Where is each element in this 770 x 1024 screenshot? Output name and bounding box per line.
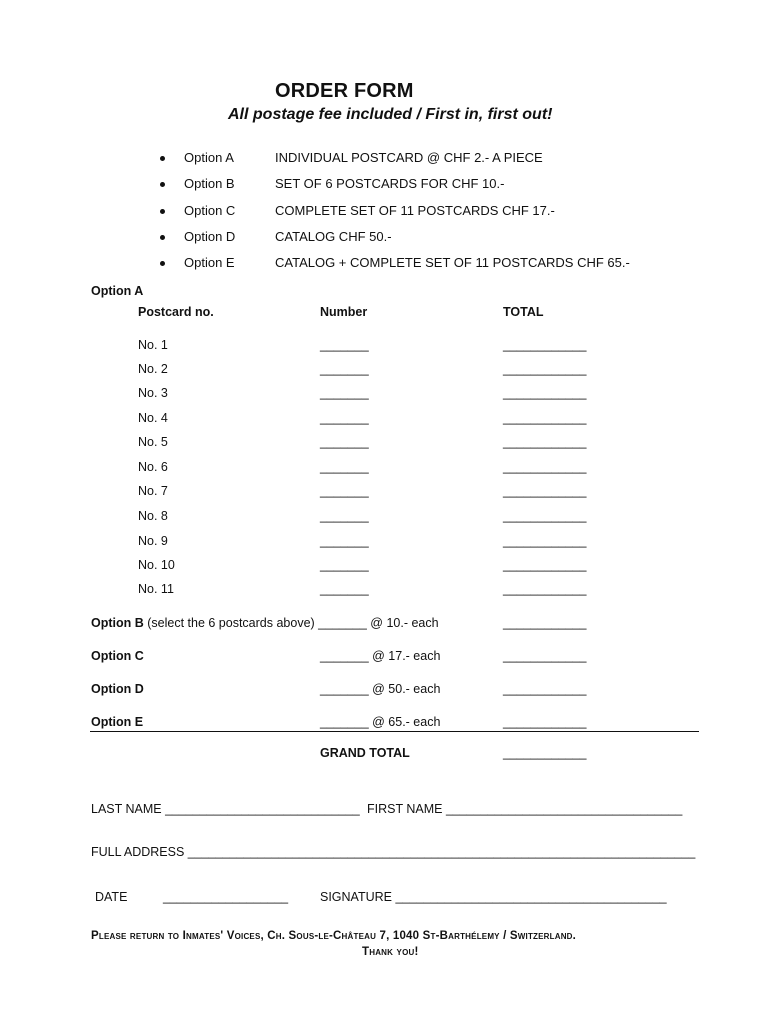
option-d-label: Option D: [91, 682, 144, 696]
bullet-icon: [160, 209, 165, 214]
option-c-price[interactable]: _______ @ 17.- each: [320, 649, 441, 663]
date-label: DATE: [95, 890, 128, 904]
first-name-field[interactable]: FIRST NAME __________________________________: [367, 802, 683, 816]
signature-field[interactable]: SIGNATURE _______________________________________: [320, 890, 667, 904]
page-subtitle: All postage fee included / First in, first out!: [228, 106, 553, 123]
quantity-blank[interactable]: _______: [320, 411, 369, 425]
postcard-number-label: No. 5: [138, 435, 168, 449]
total-blank[interactable]: ____________: [503, 411, 587, 425]
postcard-number-label: No. 8: [138, 509, 168, 523]
full-address-field[interactable]: FULL ADDRESS _________________________________________________________________________: [91, 845, 696, 859]
option-a-heading: Option A: [91, 284, 144, 298]
total-divider: [90, 731, 699, 732]
quantity-blank[interactable]: _______: [320, 509, 369, 523]
option-b-line: [91, 616, 439, 630]
option-label: Option D: [184, 229, 236, 244]
quantity-blank[interactable]: _______: [320, 362, 369, 376]
option-label: Option B: [184, 176, 235, 191]
postcard-number-label: No. 7: [138, 484, 168, 498]
postcard-number-label: No. 2: [138, 362, 168, 376]
thank-you: Thank you!: [362, 946, 419, 958]
bullet-icon: [160, 261, 165, 266]
option-description: CATALOG + COMPLETE SET OF 11 POSTCARDS CHF 65.-: [275, 255, 630, 270]
total-blank[interactable]: ____________: [503, 558, 587, 572]
total-blank[interactable]: ____________: [503, 435, 587, 449]
date-field[interactable]: __________________: [163, 890, 289, 904]
option-label: Option C: [184, 203, 236, 218]
postcard-number-label: No. 11: [138, 582, 174, 596]
option-description: INDIVIDUAL POSTCARD @ CHF 2.- A PIECE: [275, 150, 543, 165]
bullet-icon: [160, 235, 165, 240]
column-header-postcard-no: Postcard no.: [138, 305, 214, 319]
total-blank[interactable]: ____________: [503, 386, 587, 400]
total-blank[interactable]: ____________: [503, 460, 587, 474]
option-e-label: Option E: [91, 715, 144, 729]
total-blank[interactable]: ____________: [503, 534, 587, 548]
column-header-number: Number: [320, 305, 368, 319]
postcard-number-label: No. 3: [138, 386, 168, 400]
option-e-total-blank[interactable]: ____________: [503, 715, 587, 729]
option-b-note[interactable]: (select the 6 postcards above) _______ @ 10.- each: [143, 616, 439, 630]
quantity-blank[interactable]: _______: [320, 582, 369, 596]
option-d-total-blank[interactable]: ____________: [503, 682, 587, 696]
option-e-price[interactable]: _______ @ 65.- each: [320, 715, 441, 729]
postcard-number-label: No. 9: [138, 534, 168, 548]
page-title: ORDER FORM: [275, 80, 414, 102]
postcard-number-label: No. 6: [138, 460, 168, 474]
total-blank[interactable]: ____________: [503, 484, 587, 498]
quantity-blank[interactable]: _______: [320, 338, 369, 352]
option-c-label: Option C: [91, 649, 144, 663]
total-blank[interactable]: ____________: [503, 362, 587, 376]
quantity-blank[interactable]: _______: [320, 558, 369, 572]
option-label: Option A: [184, 150, 234, 165]
option-description: SET OF 6 POSTCARDS FOR CHF 10.-: [275, 176, 505, 191]
grand-total-label: GRAND TOTAL: [320, 746, 410, 760]
quantity-blank[interactable]: _______: [320, 435, 369, 449]
bullet-icon: [160, 156, 165, 161]
quantity-blank[interactable]: _______: [320, 460, 369, 474]
option-b-label: Option B: [91, 616, 144, 630]
last-name-field[interactable]: LAST NAME ____________________________: [91, 802, 360, 816]
postcard-number-label: No. 4: [138, 411, 168, 425]
grand-total-blank[interactable]: ____________: [503, 746, 587, 760]
option-c-total-blank[interactable]: ____________: [503, 649, 587, 663]
return-address: Please return to Inmates' Voices, Ch. Sous-le-Château 7, 1040 St-Barthélemy / Switzerland.: [91, 930, 577, 942]
total-blank[interactable]: ____________: [503, 582, 587, 596]
total-blank[interactable]: ____________: [503, 509, 587, 523]
quantity-blank[interactable]: _______: [320, 534, 369, 548]
option-description: COMPLETE SET OF 11 POSTCARDS CHF 17.-: [275, 203, 555, 218]
option-label: Option E: [184, 255, 235, 270]
postcard-number-label: No. 10: [138, 558, 175, 572]
option-d-price[interactable]: _______ @ 50.- each: [320, 682, 441, 696]
option-description: CATALOG CHF 50.-: [275, 229, 392, 244]
quantity-blank[interactable]: _______: [320, 484, 369, 498]
total-blank[interactable]: ____________: [503, 338, 587, 352]
postcard-number-label: No. 1: [138, 338, 168, 352]
option-b-total-blank[interactable]: ____________: [503, 616, 587, 630]
bullet-icon: [160, 182, 165, 187]
quantity-blank[interactable]: _______: [320, 386, 369, 400]
column-header-total: TOTAL: [503, 305, 544, 319]
